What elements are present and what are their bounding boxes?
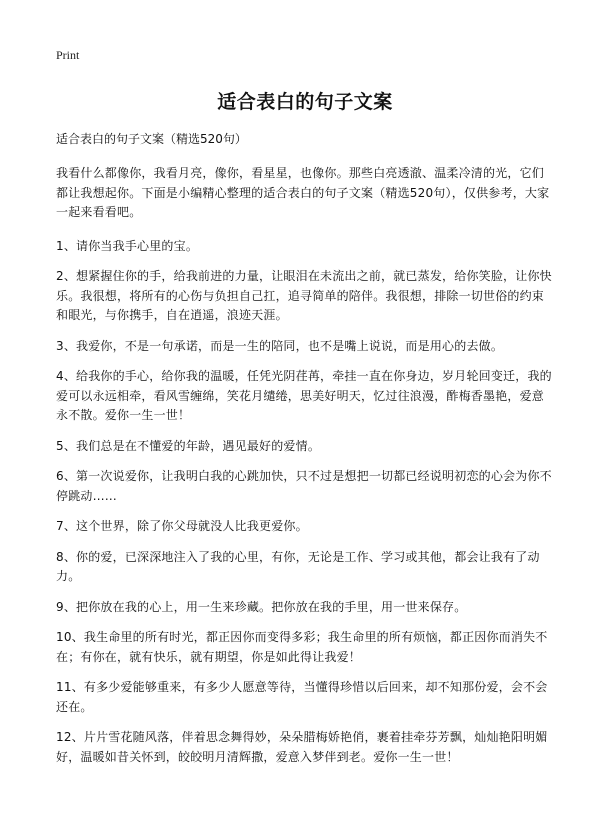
list-item: 12、片片雪花随风落，伴着思念舞得妙，朵朵腊梅娇艳俏，裹着挂牵芬芳飘，灿灿艳阳明媚好，温暖如昔关怀到，皎皎明月清辉撒，爱意入梦伴到老。爱你一生一世！ bbox=[56, 730, 548, 764]
list-item: 8、你的爱，已深深地注入了我的心里，有你，无论是工作、学习或其他，都会让我有了动力。 bbox=[56, 549, 540, 583]
list-item: 11、有多少爱能够重来，有多少人愿意等待，当懂得珍惜以后回来，却不知那份爱，会不会还在。 bbox=[56, 680, 548, 714]
document-subtitle: 适合表白的句子文案（精选520句） bbox=[56, 132, 247, 146]
list-item: 7、这个世界，除了你父母就没人比我更爱你。 bbox=[56, 519, 308, 533]
list-item: 5、我们总是在不懂爱的年龄，遇见最好的爱情。 bbox=[56, 438, 321, 453]
list-item: 10、我生命里的所有时光，都正因你而变得多彩；我生命里的所有烦恼，都正因你而消失不在；有你在，就有快乐，就有期望，你是如此得让我爱！ bbox=[56, 630, 548, 664]
list-item: 9、把你放在我的心上，用一生来珍藏。把你放在我的手里，用一世来保存。 bbox=[56, 599, 467, 614]
list-item: 4、给我你的手心，给你我的温暖，任凭光阴荏苒，牵挂一直在你身边，岁月轮回变迁，我的爱可以永远相牵，看风雪缠绵，笑花月缱绻，思美好明天，忆过往浪漫，酢梅香墨艳，爱意永不散。爱你一生一世！ bbox=[56, 369, 552, 422]
print-link[interactable]: Print bbox=[56, 48, 80, 62]
list-item: 6、第一次说爱你，让我明白我的心跳加快，只不过是想把一切都已经说明初恋的心会为你不停跳动…… bbox=[56, 469, 552, 503]
intro-paragraph: 我看什么都像你，我看月亮，像你，看星星，也像你。那些白亮透澈、温柔冷清的光，它们都让我想起你。下面是小编精心整理的适合表白的句子文案（精选520句），仅供参考，大家一起来看看吧。 bbox=[56, 166, 550, 219]
page-title: 适合表白的句子文案 bbox=[217, 91, 393, 113]
list-item: 2、想紧握住你的手，给我前进的力量，让眼泪在未流出之前，就已蒸发，给你笑脸，让你快乐。我很想，将所有的心伤与负担自己扛，追寻简单的陪伴。我很想，排除一切世俗的约束和眼光，与你携手，自在逍遥，浪迹天涯。 bbox=[56, 269, 552, 322]
list-item: 1、请你当我手心里的宝。 bbox=[56, 238, 199, 253]
list-item: 3、我爱你，不是一句承诺，而是一生的陪同，也不是嘴上说说，而是用心的去做。 bbox=[56, 338, 504, 353]
